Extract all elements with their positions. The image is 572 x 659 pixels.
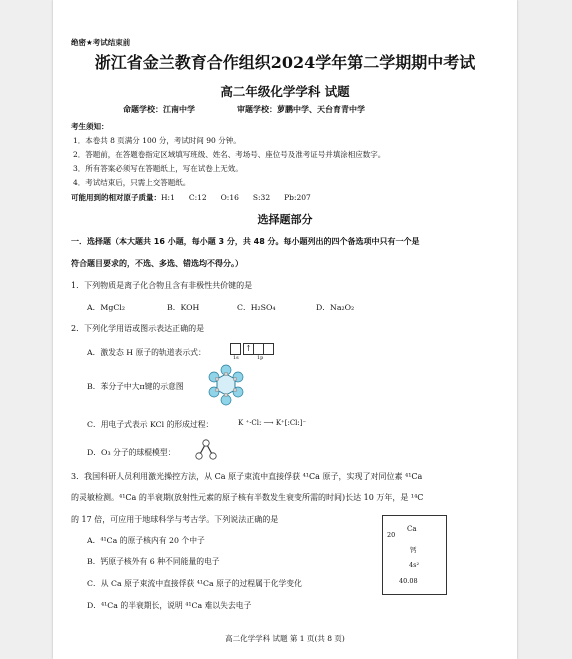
note-item: 2．答题前，在答题卷指定区域填写班级、姓名、考场号、座位号及准考证号并填涂相应数字。 [73,150,386,159]
question-3-line: 的灵敏检测。⁴¹Ca 的半衰期(放射性元素的原子核有半数发生衰变所需的时间)长达 10 万年，是 ¹⁴C [71,493,424,502]
secret-label: 绝密★考试结束前 [71,38,131,47]
exam-page [53,0,517,659]
q1-option-a: A．MgCl₂ [87,303,125,312]
note-item: 3．所有答案必须写在答题纸上，写在试卷上无效。 [73,164,243,173]
q3-option-a: A．⁴¹Ca 的原子核内有 20 个中子 [87,536,205,545]
school-line [123,104,407,115]
q3-option-d: D．⁴¹Ca 的半衰期长，说明 ⁴¹Ca 难以失去电子 [87,601,252,610]
q1-option-c: C．H₂SO₄ [237,303,276,312]
exam-title: 浙江省金兰教育合作组织2024学年第二学期期中考试 [94,53,476,72]
question-3-line: 3．我国科研人员利用激光操控方法，从 Ca 原子束流中直接俘获 ⁴¹Ca 原子，实现了对同位素 ⁴¹Ca [71,472,423,481]
section-title: 选择题部分 [257,213,313,226]
orbital-box-1p [263,343,274,355]
ozone-ball-stick-model [195,439,217,461]
setter-school: 命题学校：江南中学 [123,105,195,114]
question-1-stem: 1．下列物质是离子化合物且含有非极性共价键的是 [71,281,253,290]
note-item: 1．本卷共 8 页满分 100 分，考试时间 90 分钟。 [73,136,241,145]
orbital-box-1s [230,343,241,355]
electron-config: 4s² [409,561,420,569]
page-footer: 高二化学学科 试题 第 1 页(共 8 页) [225,634,345,643]
orbital-caption-1p: 1p [257,355,264,361]
mass-value: S:32 [252,193,271,202]
mass-value: C:12 [188,193,207,202]
orbital-box-1p: ↑ [243,343,254,355]
reviewer-school: 审题学校：萝鹏中学、天台育青中学 [237,105,365,114]
q2-option-a: A．激发态 H 原子的轨道表示式： [87,348,206,357]
q1-option-b: B．KOH [167,303,200,312]
atomic-masses-label: 可能用到的相对原子质量： [71,193,161,202]
kcl-electron-formula: K ⁺·Cl: ⟶ K⁺[:Cl:]⁻ [238,419,307,427]
question-3-line: 的 17 倍，可应用于地球科学与考古学。下列说法正确的是 [71,515,279,524]
atomic-mass: 40.08 [399,577,418,585]
benzene-pi-bond-image [205,364,247,408]
part-instructions-cont: 符合题目要求的，不选、多选、错选均不得分。） [71,259,243,268]
mass-value: O:16 [220,193,239,202]
part-instructions: 一．选择题（本大题共 16 小题，每小题 3 分，共 48 分。每小题列出的四个备选项中只有一个是 [71,237,420,246]
element-card-calcium [382,515,447,595]
q2-option-b: B．苯分子中大π键的示意图 [87,382,184,391]
orbital-caption-1s: 1s [233,355,239,361]
atomic-number: 20 [387,531,396,539]
element-symbol: Ca [407,525,417,533]
mass-value: Pb:207 [284,193,311,202]
q2-option-c: C．用电子式表示 KCl 的形成过程： [87,420,214,429]
q2-option-d: D．O₃ 分子的球棍模型： [87,448,176,457]
note-item: 4．考试结束后，只需上交答题纸。 [73,178,191,187]
element-name: 钙 [410,546,417,554]
q3-option-c: C．从 Ca 原子束流中直接俘获 ⁴¹Ca 原子的过程属于化学变化 [87,579,302,588]
q1-option-d: D．Na₂O₂ [316,303,355,312]
atomic-masses [71,192,311,203]
exam-subtitle: 高二年级化学学科 试题 [220,84,350,99]
q3-option-b: B．钙原子核外有 6 种不同能量的电子 [87,557,220,566]
mass-value: H:1 [161,193,175,202]
question-2-stem: 2．下列化学用语或图示表达正确的是 [71,324,205,333]
notes-heading: 考生须知： [71,122,109,131]
